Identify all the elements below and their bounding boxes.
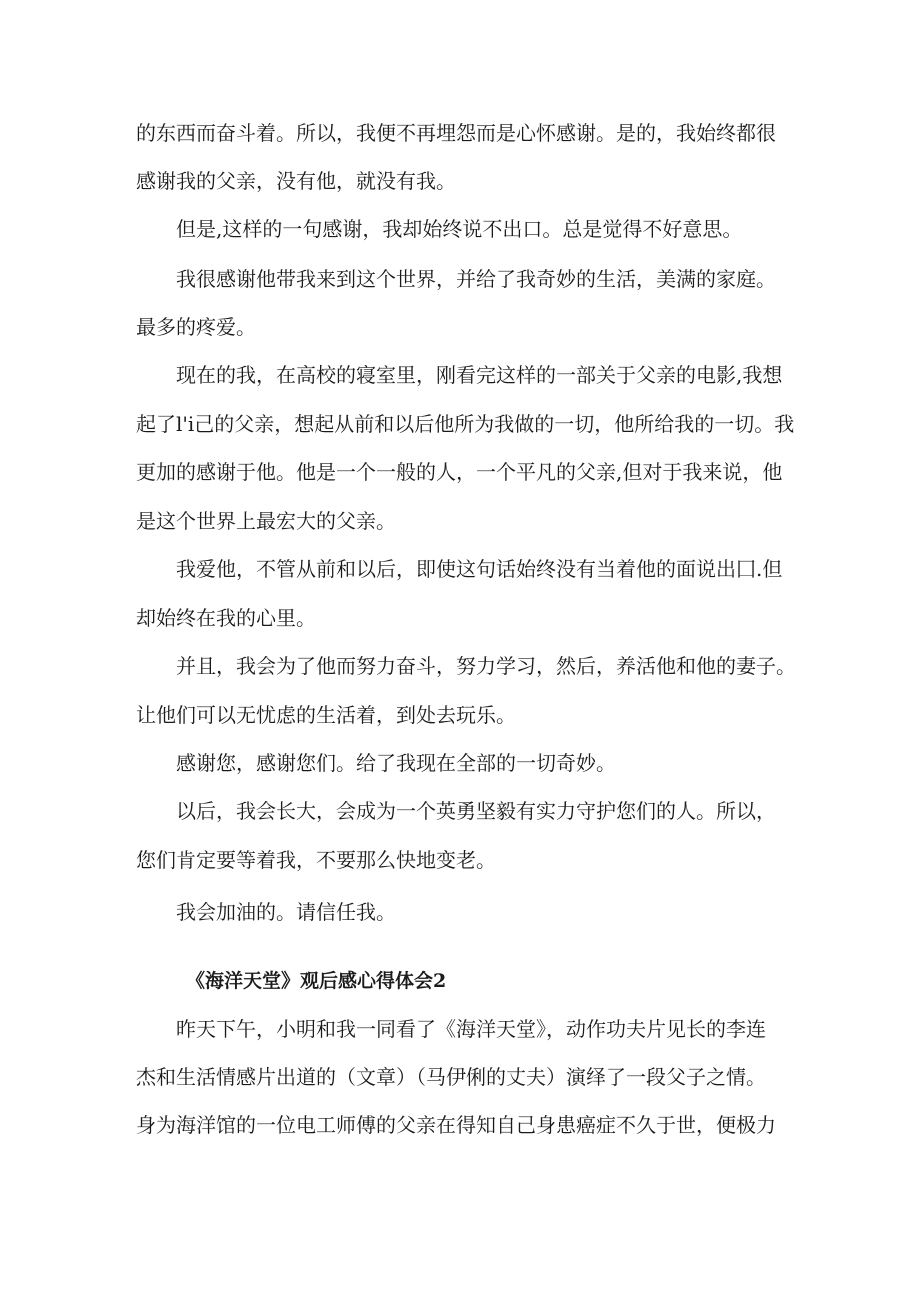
paragraph-line: 更加的感谢于他。他是一个一般的人，一个平凡的父亲,但对于我来说，他: [136, 460, 783, 484]
paragraph-line: 但是,这样的一句感谢，我却始终说不出口。总是觉得不好意思。: [176, 217, 743, 241]
paragraph-line: 感谢我的父亲，没有他，就没有我。: [136, 169, 456, 193]
paragraph-line: 现在的我，在高校的寝室里，刚看完这样的一部关于父亲的电影,我想: [176, 363, 783, 387]
paragraph-line: 我很感谢他带我来到这个世界，并给了我奇妙的生活，美满的家庭。: [176, 267, 776, 291]
paragraph-line: 的东西而奋斗着。所以，我便不再埋怨而是心怀感谢。是的，我始终都很: [136, 121, 776, 145]
paragraph-line: 您们肯定要等着我，不要那么快地变老。: [136, 848, 496, 872]
paragraph-line: 以后，我会长大，会成为一个英勇坚毅有实力守护您们的人。所以，: [176, 799, 776, 823]
paragraph-line: 最多的疼爱。: [136, 315, 256, 339]
paragraph-line: 我爱他，不管从前和以后，即使这句话始终没有当着他的面说出囗.但: [176, 557, 783, 581]
section-heading: 《海洋天堂》观后感心得体会2: [186, 970, 447, 992]
paragraph-line: 昨天下午，小明和我一同看了《海洋天堂》，动作功夫片见长的李连: [176, 1017, 766, 1041]
paragraph-line: 是这个世界上最宏大的父亲。: [136, 509, 396, 533]
paragraph-line: 感谢您，感谢您们。给了我现在全部的一切奇妙。: [176, 751, 616, 775]
paragraph-line: 并且，我会为了他而努力奋斗，努力学习，然后，养活他和他的妻子。: [176, 654, 796, 678]
paragraph-line: 起了l'i己的父亲，想起从前和以后他所为我做的一切，他所给我的一切。我: [136, 412, 795, 436]
paragraph-line: 身为海洋馆的一位电工师傅的父亲在得知自己身患癌症不久于世，便极力: [136, 1113, 776, 1137]
paragraph-line: 却始终在我的心里。: [136, 606, 316, 630]
paragraph-line: 让他们可以无忧虑的生活着，到处去玩乐。: [136, 703, 516, 727]
paragraph-line: 我会加油的。请信任我。: [176, 900, 396, 924]
paragraph-line: 杰和生活情感片出道的（文章）（马伊俐的丈夫）演绎了一段父子之情。: [136, 1065, 766, 1089]
